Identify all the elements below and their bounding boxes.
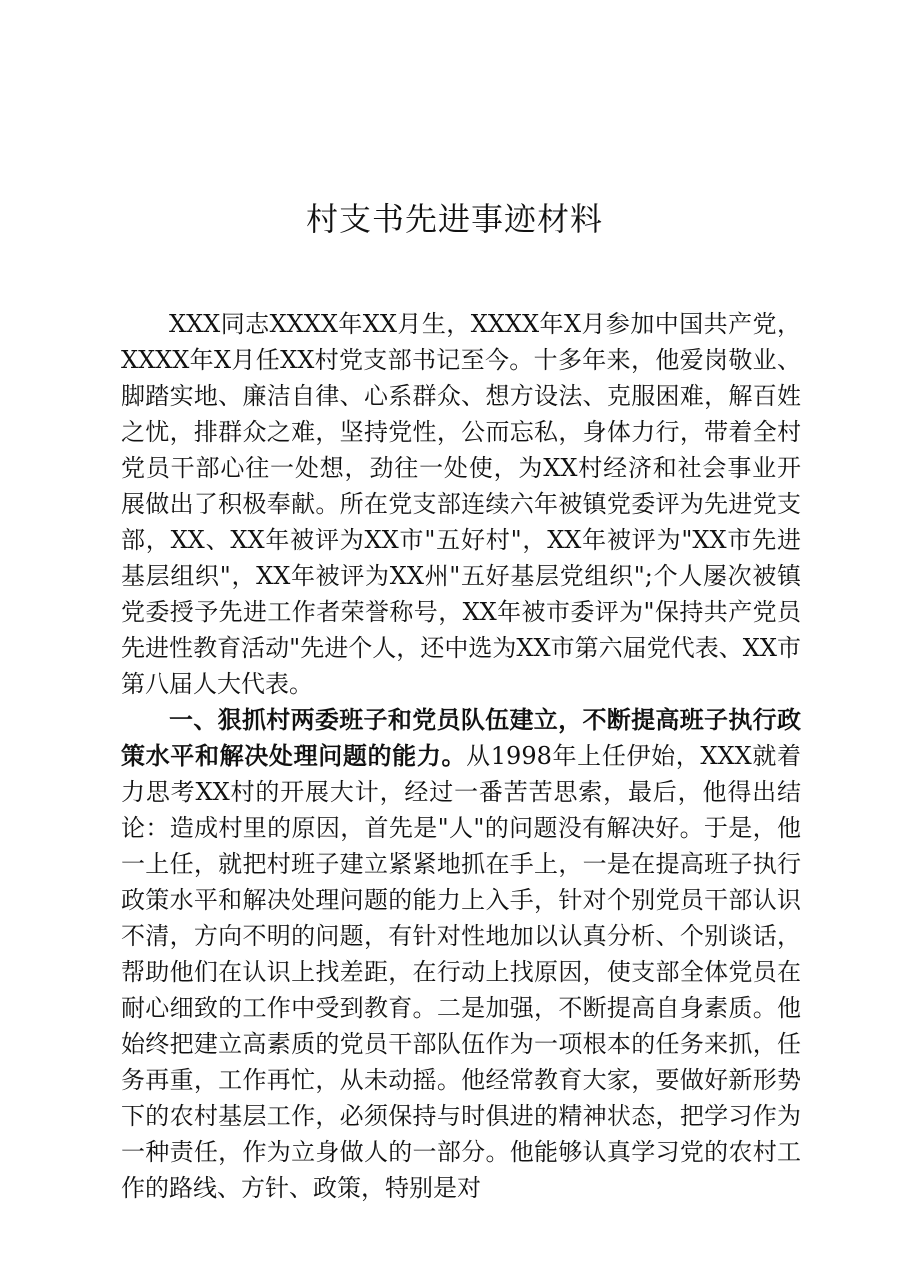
document-body [121, 306, 801, 1206]
document-title: 村支书先进事迹材料 [305, 200, 603, 238]
section-one-text: 从1998年上任伊始，XXX就着力思考XX村的开展大计，经过一番苦苦思索，最后，他得出结论：造成村里的原因，首先是"人"的问题没有解决好。于是，他一上任，就把村班子建立紧紧地抓在手上，一是在提高班子执行政策水平和解决处理问题的能力上入手，针对个别党员干部认识不清，方向不明的问题，有针对性地加以认真分析、个别谈话，帮助他们在认识上找差距，在行动上找原因，使支部全体党员在耐心细致的工作中受到教育。二是加强，不断提高自身素质。他始终把建立高素质的党员干部队伍作为一项根本的任务来抓，任务再重，工作再忙，从未动摇。他经常教育大家，要做好新形势下的农村基层工作，必须保持与时俱进的精神状态，把学习作为一种责任，作为立身做人的一部分。他能够认真学习党的农村工作的路线、方针、政策，特别是对 [121, 742, 801, 1202]
paragraph-intro-text: XXX同志XXXX年XX月生，XXXX年X月参加中国共产党，XXXX年X月任XX村党支部书记至今。十多年来，他爱岗敬业、脚踏实地、廉洁自律、心系群众、想方设法、克服困难，解百姓之忧，排群众之难，坚持党性，公而忘私，身体力行，带着全村党员干部心往一处想，劲往一处使，为XX村经济和社会事业开展做出了积极奉献。所在党支部连续六年被镇党委评为先进党支部，XX、XX年被评为XX市"五好村"，XX年被评为"XX市先进基层组织"，XX年被评为XX州"五好基层党组织";个人屡次被镇党委授予先进工作者荣誉称号，XX年被市委评为"保持共产党员先进性教育活动"先进个人，还中选为XX市第六届党代表、XX市第八届人大代表。 [121, 310, 801, 698]
section-one-heading: 一、狠抓村两委班子和党员队伍建立，不断提高班子执行政策水平和解决处理问题的能力。 [121, 706, 801, 770]
paragraph-section-one [121, 702, 801, 1206]
paragraph-intro [121, 306, 801, 702]
